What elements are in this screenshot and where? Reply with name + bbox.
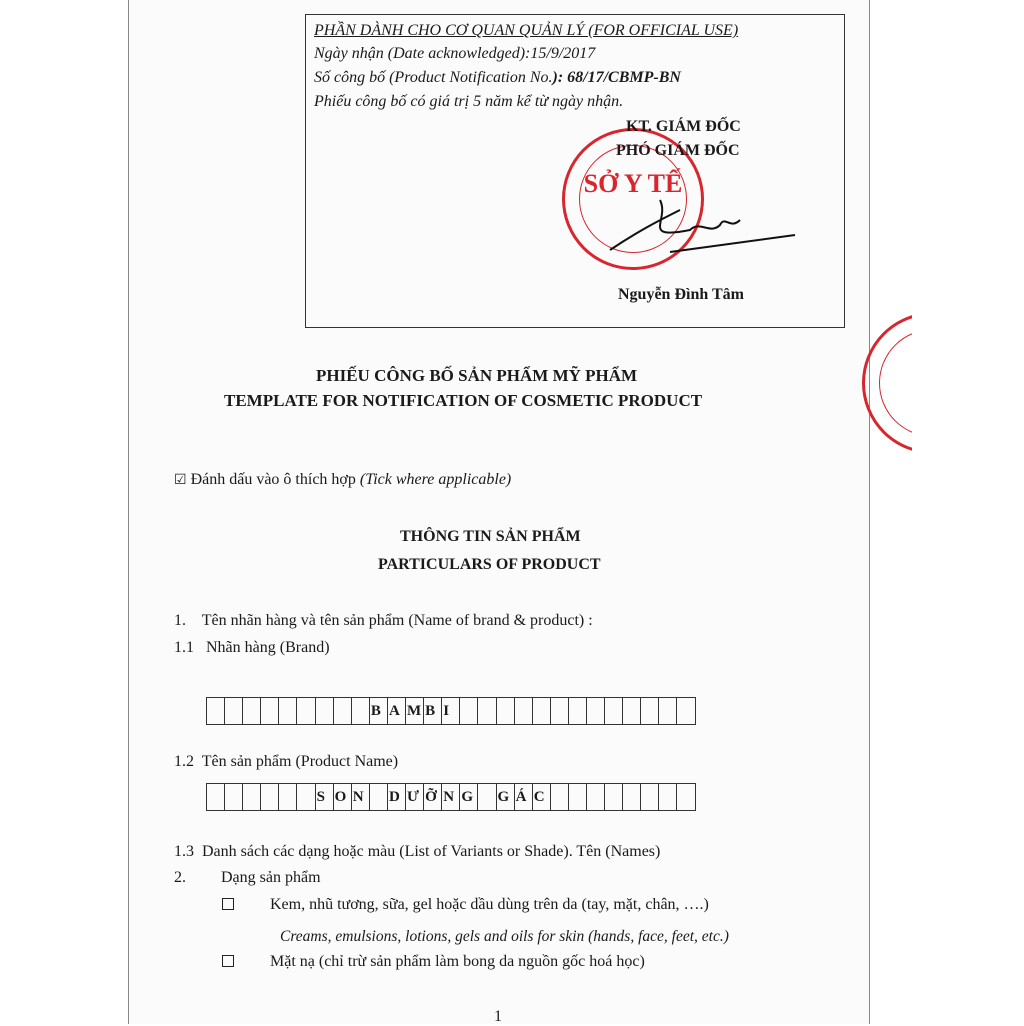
letter-cell	[533, 697, 551, 725]
letter-cell	[659, 783, 677, 811]
letter-cell	[297, 783, 315, 811]
stamp-text: SỞ Y TẾ	[583, 169, 683, 198]
letter-cell	[352, 697, 370, 725]
letter-cell	[207, 783, 225, 811]
letter-cell: N	[442, 783, 460, 811]
option-masks-vi: Mặt nạ (chỉ trừ sản phẩm làm bong da nguồn gốc hoá học)	[270, 953, 645, 970]
letter-cell	[605, 783, 623, 811]
date-acknowledged	[314, 45, 595, 63]
letter-cell	[316, 697, 334, 725]
checkbox-creams[interactable]	[222, 898, 234, 910]
title-en: TEMPLATE FOR NOTIFICATION OF COSMETIC PRODUCT	[224, 391, 703, 410]
letter-cell	[587, 697, 605, 725]
letter-cell: M	[406, 697, 424, 725]
official-heading: PHẦN DÀNH CHO CƠ QUAN QUẢN LÝ (FOR OFFICIAL USE)	[314, 22, 739, 39]
brand-cells	[206, 697, 696, 725]
section-title-vi: THÔNG TIN SẢN PHẨM	[400, 528, 581, 545]
letter-cell	[569, 697, 587, 725]
tick-note	[174, 471, 511, 489]
letter-cell	[515, 697, 533, 725]
letter-cell	[243, 783, 261, 811]
item-2: Dạng sản phẩm	[221, 869, 321, 886]
letter-cell	[460, 697, 478, 725]
letter-cell	[478, 697, 496, 725]
title-vi: PHIẾU CÔNG BỐ SẢN PHẨM MỸ PHẨM	[316, 366, 638, 385]
letter-cell: Ư	[406, 783, 424, 811]
notification-number	[314, 69, 681, 87]
section-title-en: PARTICULARS OF PRODUCT	[378, 556, 601, 573]
page-number: 1	[494, 1008, 502, 1025]
letter-cell: Ỡ	[424, 783, 442, 811]
item-1-1: 1.1 Nhãn hàng (Brand)	[174, 639, 330, 656]
letter-cell	[370, 783, 388, 811]
tick-note-vi: Đánh dấu vào ô thích hợp	[190, 471, 356, 488]
letter-cell: G	[460, 783, 478, 811]
letter-cell	[587, 783, 605, 811]
letter-cell: S	[316, 783, 334, 811]
letter-cell: A	[388, 697, 406, 725]
item-1-3: 1.3 Danh sách các dạng hoặc màu (List of Variants or Shade). Tên (Names)	[174, 843, 661, 860]
letter-cell	[478, 783, 496, 811]
letter-cell	[497, 697, 515, 725]
letter-cell	[334, 697, 352, 725]
letter-cell	[641, 697, 659, 725]
checkbox-masks[interactable]	[222, 955, 234, 967]
checked-box-icon: ☑	[174, 473, 187, 488]
letter-cell	[677, 697, 695, 725]
letter-cell	[677, 783, 695, 811]
letter-cell	[225, 783, 243, 811]
letter-cell: B	[424, 697, 442, 725]
validity-note: Phiếu công bố có giá trị 5 năm kể từ ngày nhận.	[314, 93, 624, 110]
option-creams-en: Creams, emulsions, lotions, gels and oils for skin (hands, face, feet, etc.)	[280, 928, 729, 945]
letter-cell	[641, 783, 659, 811]
letter-cell	[605, 697, 623, 725]
number-label: Số công bố (Product Notification No.	[314, 69, 553, 86]
letter-cell	[659, 697, 677, 725]
tick-note-en: (Tick where applicable)	[359, 471, 512, 488]
letter-cell: D	[388, 783, 406, 811]
letter-cell	[551, 697, 569, 725]
letter-cell	[569, 783, 587, 811]
letter-cell	[279, 783, 297, 811]
letter-cell	[623, 697, 641, 725]
letter-cell: C	[533, 783, 551, 811]
letter-cell	[551, 783, 569, 811]
letter-cell	[261, 697, 279, 725]
letter-cell	[207, 697, 225, 725]
letter-cell: G	[497, 783, 515, 811]
letter-cell: I	[442, 697, 460, 725]
letter-cell: N	[352, 783, 370, 811]
letter-cell: O	[334, 783, 352, 811]
product-name-cells	[206, 783, 696, 811]
item-1: 1. Tên nhãn hàng và tên sản phẩm (Name of brand & product) :	[174, 612, 593, 629]
signer-title-2: PHÓ GIÁM ĐỐC	[616, 142, 740, 159]
letter-cell	[225, 697, 243, 725]
letter-cell	[279, 697, 297, 725]
letter-cell: B	[370, 697, 388, 725]
letter-cell	[243, 697, 261, 725]
letter-cell	[623, 783, 641, 811]
signer-name: Nguyễn Đình Tâm	[618, 286, 744, 303]
date-value: 15/9/2017	[530, 45, 596, 62]
signer-title-1: KT. GIÁM ĐỐC	[626, 118, 741, 135]
number-value: ): 68/17/CBMP-BN	[552, 69, 681, 86]
letter-cell	[261, 783, 279, 811]
date-label: Ngày nhận (Date acknowledged):	[314, 45, 531, 62]
letter-cell: Á	[515, 783, 533, 811]
item-2-number: 2.	[174, 869, 186, 886]
option-creams-vi: Kem, nhũ tương, sữa, gel hoặc dầu dùng trên da (tay, mặt, chân, ….)	[270, 896, 709, 913]
signature	[600, 190, 800, 260]
letter-cell	[297, 697, 315, 725]
item-1-2: 1.2 Tên sản phẩm (Product Name)	[174, 753, 399, 770]
